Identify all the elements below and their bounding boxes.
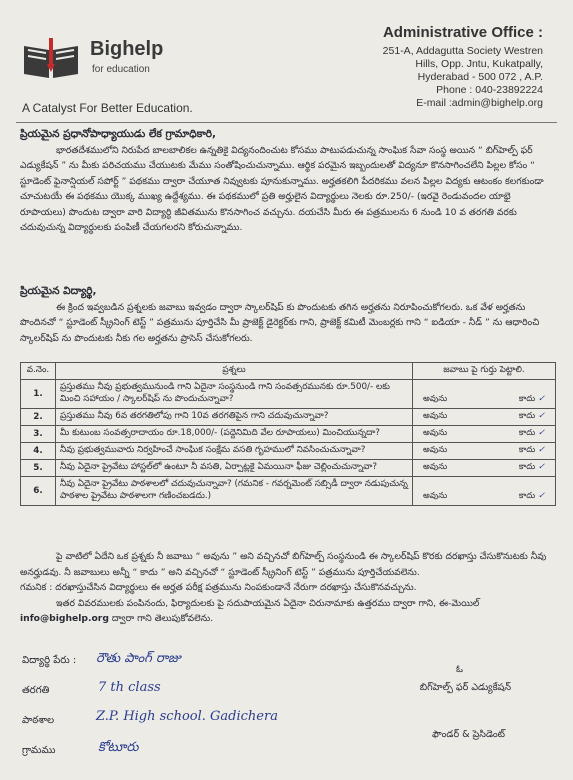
question-number: 2. <box>21 409 56 426</box>
answer-cell <box>413 409 556 426</box>
question-text: మీ కుటుంబ సంవత్సరాదాయం రూ.18,000/- (పద్దెనిమిది వేల రూపాయలు) మించియున్నదా? <box>56 426 413 443</box>
answer-yes-option[interactable]: అవును <box>423 411 448 421</box>
answer-cell <box>413 443 556 460</box>
village-label: గ్రామము <box>22 745 56 756</box>
contact-paragraph <box>20 596 555 612</box>
brand-name: Bighelp <box>90 38 164 60</box>
table-row <box>21 460 556 477</box>
table-row <box>21 477 556 506</box>
answer-yes-option[interactable]: అవును <box>423 462 448 472</box>
answer-no-option[interactable] <box>519 394 545 406</box>
note-line: గమనిక : దరఖాస్తుచేసిన విద్యార్థులు ఈ అర్హత పరీక్ష పత్రమును నింపకుండానే నేరుగా దరఖాస్తు చేసుకొనవచ్చును. <box>20 582 417 593</box>
tagline: A Catalyst For Better Education. <box>22 101 193 115</box>
closing-section <box>20 549 555 627</box>
address-line-3: Hyderabad - 500 072 , A.P. <box>417 71 543 83</box>
brand-subtitle: for education <box>92 64 150 75</box>
closing-paragraph-text: పై వాటిలో ఏదేని ఒక ప్రశ్నకు నీ జవాబు “ అవును ” అని వచ్చినచో బిగ్‌హెల్ప్ సంస్థనుండి ఈ స్కాలర్‌షిప్ కొరకు దరఖాస్తు చేసుకొనుటకు నీవు అనర్హుడవు. నీ జవాబులు అన్నీ “ కాదు ” అని వచ్చినచో “ స్టూడెంట్ స్క్రీనింగ్ టెస్ట్ ” పత్రమును పూర్తిచేయవలెను. <box>20 551 547 578</box>
question-text: నీవు ఏదైనా ప్రైవేటు పాఠశాలలో చదువుచున్నావా? (గమనిక - గవర్నమెంట్ సబ్సిడీ ద్వారా నడుపుచున్న పాఠశాల ప్రైవేటు పాఠశాలగా గణించబడదు.) <box>56 477 413 506</box>
answer-no-option[interactable] <box>519 491 545 503</box>
answer-cell <box>413 380 556 409</box>
answer-no-option[interactable] <box>519 445 545 457</box>
answer-no-label: కాదు <box>518 428 536 438</box>
checkmark-icon: ✓ <box>537 462 545 472</box>
table-row <box>21 443 556 460</box>
school-value: Z.P. High school. Gadichera <box>96 709 278 724</box>
contact-tail: ద్వారా గాని తెలుపుకోవలెను. <box>111 613 214 624</box>
book-logo-icon <box>20 36 82 84</box>
signature-organisation: బిగ్‌హెల్ప్ ఫర్ ఎడ్యుకేషన్ <box>419 682 511 693</box>
question-number: 1. <box>21 380 56 409</box>
checkmark-icon: ✓ <box>537 428 545 438</box>
col-answer-header: జవాబు పై గుర్తు పెట్టాలి. <box>413 363 556 380</box>
answer-no-option[interactable] <box>519 428 545 440</box>
answer-cell <box>413 460 556 477</box>
student-paragraph <box>20 300 555 347</box>
closing-paragraph <box>20 549 555 580</box>
col-number-header: వ.నెం. <box>21 363 56 380</box>
question-number: 3. <box>21 426 56 443</box>
eligibility-table <box>20 362 556 506</box>
answer-yes-option[interactable]: అవును <box>423 428 448 438</box>
class-row <box>22 684 84 698</box>
question-text: ప్రస్తుతము నీవు ప్రభుత్వమునుండి గాని ఏదైనా సంస్థనుండి గాని సంవత్సరమునకు రూ.500/- లకు మించి సహాయం / స్కాలర్‌షిప్ ను పొందుచున్నావా? <box>56 380 413 409</box>
checkmark-icon: ✓ <box>537 411 545 421</box>
question-text: నీవు ప్రభుత్వమువారు నిర్వహించే సాంఘిక సంక్షేమ వసతి గృహములో నివసించుచున్నావా? <box>56 443 413 460</box>
address-line-1: 251-A, Addagutta Society Westren <box>382 45 543 57</box>
answer-yes-option[interactable]: అవును <box>423 445 448 455</box>
answer-no-label: కాదు <box>518 394 536 404</box>
question-number: 4. <box>21 443 56 460</box>
answer-no-label: కాదు <box>518 462 536 472</box>
intro-paragraph-text: భారతదేశములోని నిరుపేద బాలబాలికల ఉన్నతికై విద్యనందించుట కోసము పాటుపడుచున్న సాంఘిక సేవా సంస్థ అయిన “ బిగ్‌హెల్ప్ ఫర్ ఎడ్యుకేషన్ ” ను మీకు పరిచయము చేయుటకు మేము సంతోషించుచున్నాము. ఆర్థిక పరమైన ఇబ్బందులతో విద్యనూ కొనసాగించలేని పిల్లల కోసం “ స్టూడెంట్ ఫైనాన్షియల్ సపోర్ట్ ” పథకము ద్వారా చేయూత నివ్వుటకు పూనుకున్నాము. అర్హతకలిగి పేదరికము వలన పిల్లల విద్యకు ఆటంకం కలగకుండా చూచుటయే ఈ పథకము యొక్క ముఖ్య ఉద్దేశ్యము. ఈ పథకములో ప్రతి అర్హులైన విద్యార్థులు నెలకు రూ.250/- (ఇరవై రెండువందల యాభై రూపాయలు) పొందుట ద్వారా వారి విద్యార్ధి జీవితమును కొనసాగించ వచ్చును. దయచేసి మీరు ఈ పత్రములను 6 నుండి 10 వ తరగతి వరకు చదువుచున్న విద్యార్థులకు పంపిణీ చేయగలరని కోరుచున్నాము. <box>20 144 544 233</box>
question-number: 6. <box>21 477 56 506</box>
header-divider <box>16 122 557 123</box>
student-section <box>20 284 555 346</box>
intro-section <box>20 127 555 236</box>
student-paragraph-text: ఈ క్రింద ఇవ్వబడిన ప్రశ్నలకు జవాబు ఇవ్వడం ద్వారా స్కాలర్‌షిప్ కు పొందుటకు తగిన అర్హతను నిరూపించుకోగలరు. ఒక వేళ అర్హతను పొందినచో “ స్టూడెంట్ స్క్రీనింగ్ టెస్ట్ ” పత్రమును పూర్తిచేసి మీ ప్రాజెక్ట్ డైరెక్టర్‌కు గాని, ప్రాజెక్ట్ కమిటీ మెంబర్లకు గాని “ ఐడియా - నీడ్ ” ను ఆధారించి స్కాలర్‌షిప్ ను పొందుటకు నీకు గల అర్హతను ప్రాసెస్ చేసుకోగలరు. <box>20 301 540 344</box>
answer-no-option[interactable] <box>519 411 545 423</box>
answer-yes-option[interactable]: అవును <box>423 394 448 404</box>
question-text: ప్రస్తుతము నీవు 6వ తరగతిలోపు గాని 10వ తరగతిపైన గాని చదువుచున్నావా? <box>56 409 413 426</box>
contact-email-line <box>20 611 555 627</box>
answer-no-option[interactable] <box>519 462 545 474</box>
student-salutation: ప్రియమైన విద్యార్థి, <box>20 285 97 297</box>
question-number: 5. <box>21 460 56 477</box>
school-label: పాఠశాల <box>22 715 55 726</box>
class-value: 7 th class <box>98 680 161 695</box>
salutation-heading: ప్రియమైన ప్రధానోపాధ్యాయుడు లేక గ్రామాధికారి, <box>20 128 217 140</box>
contact-paragraph-text: ఇతర వివరములకు పంపినందు, ఫిర్యాదులకు పై సదుపాయమైన ఏదైనా చిరునామాకు ఉత్తరము ద్వారా గాని, ఈ-మెయిల్ <box>56 597 480 609</box>
student-name-label: విద్యార్థి పేరు : <box>22 655 77 666</box>
signature-title: ఫౌండర్ & ప్రెసిడెంట్ <box>432 729 505 740</box>
checkmark-icon: ✓ <box>537 491 545 501</box>
table-header-row <box>21 363 556 380</box>
address-line-2: Hills, Opp. Jntu, Kukatpally, <box>415 58 543 70</box>
email-line: E-mail :admin@bighelp.org <box>416 97 543 109</box>
answer-cell <box>413 426 556 443</box>
answer-no-label: కాదు <box>518 445 536 455</box>
class-label: తరగతి <box>22 685 50 696</box>
school-row <box>22 714 84 728</box>
intro-paragraph <box>20 143 555 236</box>
answer-no-label: కాదు <box>518 491 536 501</box>
answer-yes-option[interactable]: అవును <box>423 491 448 501</box>
student-name-value: రౌతు పాంగ్ రాజు <box>96 651 181 666</box>
checkmark-icon: ✓ <box>537 445 545 455</box>
village-value: కోటూరు <box>98 740 139 755</box>
answer-no-label: కాదు <box>518 411 536 421</box>
office-address-block <box>323 24 543 110</box>
phone-line: Phone : 040-23892224 <box>436 84 543 96</box>
table-row <box>21 380 556 409</box>
office-title: Administrative Office : <box>382 24 543 41</box>
col-question-header: ప్రశ్నలు <box>56 363 413 380</box>
table-row <box>21 409 556 426</box>
contact-email: info@bighelp.org <box>20 613 109 624</box>
question-text: నీవు ఏదైనా ప్రైవేటు హాస్టల్‌లో ఉంటూ నీ వసతి, ఏర్పాట్లకై ఏమయినా ఫీజు చెల్లించుచున్నావా? <box>56 460 413 477</box>
checkmark-icon: ✓ <box>537 394 545 404</box>
signature-mark: ఓ <box>456 664 463 675</box>
table-row <box>21 426 556 443</box>
student-name-row <box>22 654 84 668</box>
village-row <box>22 744 84 758</box>
answer-cell <box>413 477 556 506</box>
